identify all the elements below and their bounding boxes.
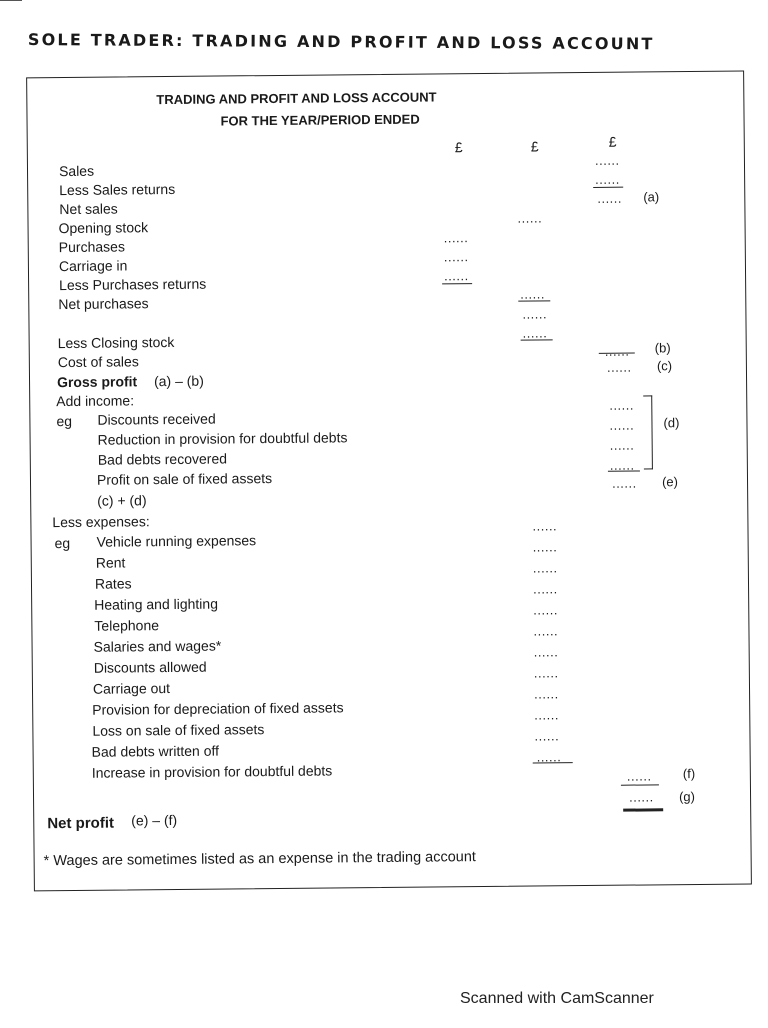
income-item-profit-sale-assets: Profit on sale of fixed assets: [96, 470, 273, 488]
value-income-total: ......: [611, 475, 637, 491]
income-bracket: [643, 395, 653, 469]
value-net-purchases: ......: [520, 286, 545, 302]
expense-item-discounts-allowed: Discounts allowed: [93, 658, 207, 676]
label-net-sales: Net sales: [59, 200, 118, 218]
label-less-expenses: Less expenses:: [52, 513, 150, 531]
value-opening-stock: ......: [517, 210, 543, 226]
value-discounts-received: ......: [609, 397, 635, 413]
value-carriage-out: ......: [533, 665, 559, 681]
value-loss-sale-assets: ......: [534, 707, 560, 723]
value-sales-returns: ......: [595, 171, 620, 187]
value-bad-debts-written-off: ......: [534, 728, 560, 744]
label-carriage-in: Carriage in: [58, 257, 128, 275]
value-closing-stock: ......: [522, 325, 548, 341]
expense-item-carriage-out: Carriage out: [92, 680, 171, 697]
income-total-formula: (c) + (d): [97, 492, 147, 509]
value-telephone: ......: [533, 602, 558, 618]
footnote: * Wages are sometimes listed as an expense in the trading account: [43, 849, 476, 870]
ref-e: (e): [661, 474, 678, 490]
value-bad-debts-recovered: ......: [609, 437, 635, 453]
ref-b: (b): [654, 340, 671, 356]
value-net-profit: ......: [628, 789, 654, 805]
label-expenses-eg: eg: [54, 534, 71, 552]
account-heading: TRADING AND PROFIT AND LOSS ACCOUNT: [156, 89, 437, 108]
value-carriage-in: ......: [443, 249, 469, 265]
value-rent: ......: [532, 539, 558, 555]
corner-mark: [0, 0, 22, 1]
value-total-expenses: ......: [626, 768, 652, 784]
ref-c: (c): [656, 358, 673, 374]
label-sales-returns: Less Sales returns: [59, 180, 176, 199]
gross-profit-formula: (a) – (b): [153, 372, 204, 390]
income-item-discounts-received: Discounts received: [97, 410, 216, 428]
ref-f: (f): [682, 765, 696, 782]
account-period: FOR THE YEAR/PERIOD ENDED: [220, 111, 420, 129]
expense-item-salaries: Salaries and wages*: [93, 637, 222, 655]
value-reduction-provision: ......: [609, 417, 635, 433]
value-sales: ......: [594, 152, 620, 168]
value-salaries: ......: [533, 623, 559, 639]
value-net-sales: ......: [597, 190, 623, 206]
value-vehicle: ......: [532, 518, 558, 534]
label-cost-of-sales: Cost of sales: [57, 353, 139, 371]
currency-col-1: £: [454, 139, 463, 156]
ref-g: (g): [678, 788, 696, 805]
expense-item-increase-provision: Increase in provision for doubtful debts: [91, 762, 333, 781]
expense-item-heating: Heating and lighting: [94, 595, 219, 613]
label-gross-profit: Gross profit: [56, 373, 138, 391]
double-underline: [623, 808, 663, 811]
label-sales: Sales: [58, 162, 95, 180]
net-profit-formula: (e) – (f): [131, 811, 178, 829]
label-purchases: Purchases: [58, 238, 125, 256]
value-heating: ......: [532, 581, 558, 597]
currency-col-2: £: [530, 138, 539, 155]
currency-col-3: £: [608, 133, 617, 150]
ref-a: (a): [643, 189, 660, 205]
value-purchases-returns: ......: [443, 268, 469, 284]
value-cost-of-sales: ......: [604, 343, 630, 359]
value-discounts-allowed: ......: [533, 644, 559, 660]
label-closing-stock: Less Closing stock: [57, 333, 175, 352]
ref-d: (d): [663, 415, 680, 431]
expense-item-rent: Rent: [95, 554, 126, 571]
value-increase-provision: ......: [536, 749, 562, 765]
expense-item-loss-sale-assets: Loss on sale of fixed assets: [92, 721, 265, 739]
label-net-profit: Net profit: [47, 814, 115, 833]
expense-item-bad-debts-written-off: Bad debts written off: [91, 742, 220, 760]
income-item-bad-debts-recovered: Bad debts recovered: [97, 450, 228, 468]
page-title: SOLE TRADER: TRADING AND PROFIT AND LOSS ACCOUNT: [27, 30, 655, 54]
value-rates: ......: [532, 560, 558, 576]
label-opening-stock: Opening stock: [58, 219, 149, 237]
expense-item-telephone: Telephone: [94, 617, 160, 634]
value-purchases: ......: [443, 230, 469, 246]
income-item-reduction-provision: Reduction in provision for doubtful debts: [97, 429, 348, 448]
label-add-income: Add income:: [56, 392, 135, 410]
expense-item-depreciation: Provision for depreciation of fixed assets: [92, 699, 344, 718]
label-income-eg: eg: [56, 412, 73, 430]
value-depreciation: ......: [533, 686, 559, 702]
label-net-purchases: Net purchases: [58, 295, 149, 313]
expense-item-rates: Rates: [94, 575, 132, 592]
label-purchases-returns: Less Purchases returns: [59, 275, 207, 294]
expense-item-vehicle: Vehicle running expenses: [96, 532, 257, 550]
value-gross-profit: ......: [606, 359, 632, 375]
value-profit-sale-assets: ......: [609, 457, 635, 473]
scanner-watermark: Scanned with CamScanner: [460, 990, 654, 1007]
value-subtotal: ......: [522, 306, 548, 322]
